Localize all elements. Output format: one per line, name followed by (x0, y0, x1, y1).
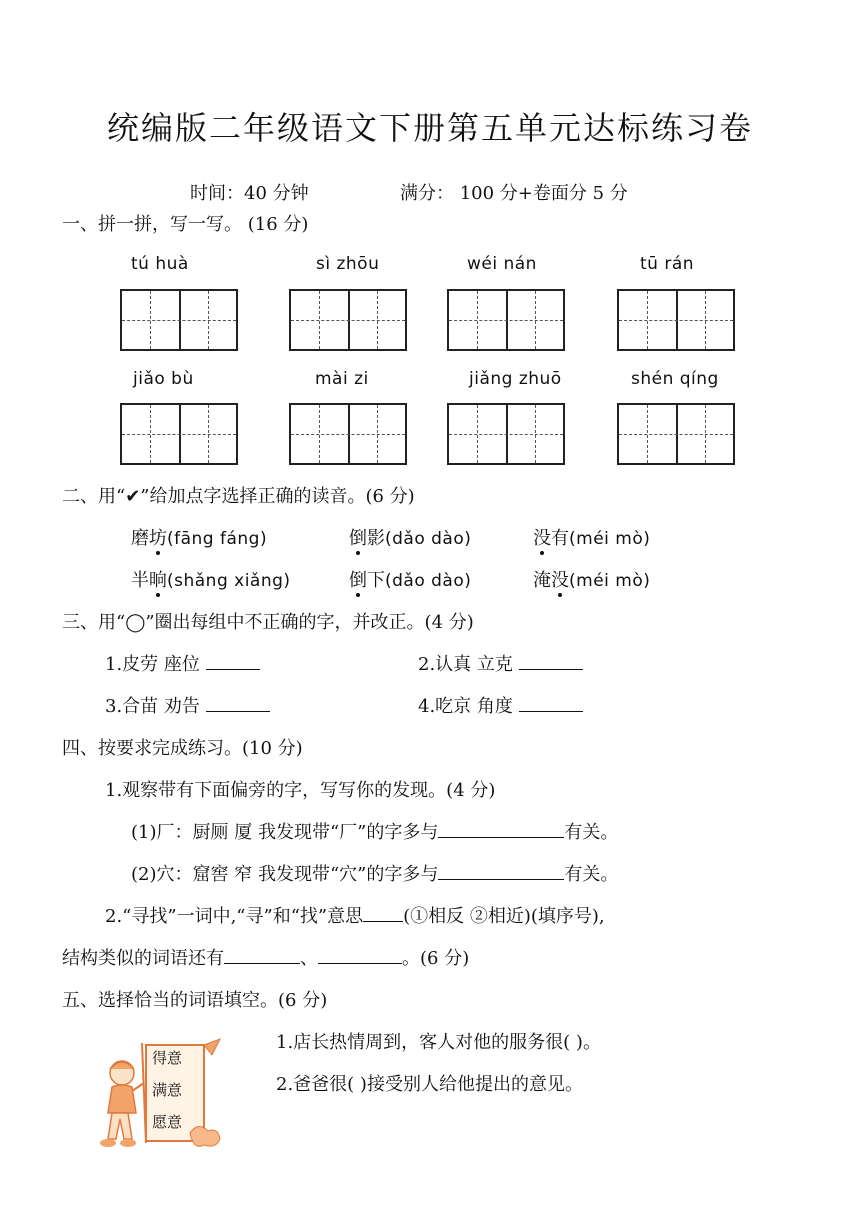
question-4-2-line2 (62, 944, 469, 970)
answer-blank[interactable] (206, 693, 270, 712)
pinyin-8: shén qíng (631, 369, 719, 389)
dotted-char: 倒 (349, 528, 367, 549)
item-text: 有 (551, 528, 569, 549)
item-text: 淹 (533, 570, 551, 591)
question-5-1: 1.店长热情周到，客人对他的服务很( )。 (276, 1032, 601, 1053)
item-text: (1)厂：厨厕 厦 我发现带“厂”的字多与 (131, 822, 439, 843)
writing-grid-5[interactable] (120, 403, 238, 465)
pinyin-3: wéi nán (467, 254, 537, 274)
section-4-heading: 四、按要求完成练习。(10 分) (62, 738, 303, 759)
answer-blank[interactable] (224, 945, 300, 964)
dotted-char: 没 (551, 570, 569, 591)
question-4-2 (105, 902, 605, 928)
item-text: 、 (300, 948, 318, 969)
dotted-char: 倒 (349, 570, 367, 591)
word-card-option-2: 满意 (152, 1081, 183, 1099)
item-text: (2)穴：窟窖 窄 我发现带“穴”的字多与 (131, 864, 439, 885)
answer-blank[interactable] (438, 861, 564, 880)
answer-blank[interactable] (519, 651, 583, 670)
writing-grid-6[interactable] (289, 403, 407, 465)
word-card-option-3: 愿意 (152, 1113, 183, 1131)
pinyin-7: jiǎng zhuō (469, 369, 562, 389)
section-1-heading: 一、拼一拼，写一写。 (16 分) (62, 214, 309, 235)
question-4-1b (131, 860, 618, 886)
pinyin-options[interactable]: (shǎng xiǎng) (167, 571, 291, 591)
pinyin-options[interactable]: (dǎo dào) (385, 529, 472, 549)
reading-item-2[interactable] (349, 524, 471, 550)
item-text: 2.认真 立克 (418, 654, 513, 675)
item-text: 结构类似的词语还有 (62, 948, 224, 969)
item-text: 2.“寻找”一词中,“寻”和“找”意思 (105, 906, 364, 927)
writing-grid-1[interactable] (120, 289, 238, 351)
answer-blank[interactable] (318, 945, 402, 964)
time-limit: 时间：40 分钟 (190, 183, 309, 204)
question-5-2: 2.爸爸很( )接受别人给他提出的意见。 (276, 1074, 583, 1095)
answer-blank[interactable] (363, 903, 403, 922)
item-text: 1.皮劳 座位 (105, 654, 200, 675)
pinyin-options[interactable]: (dǎo dào) (385, 571, 472, 591)
item-text: 影 (367, 528, 385, 549)
answer-blank[interactable] (206, 651, 260, 670)
page-title: 统编版二年级语文下册第五单元达标练习卷 (106, 109, 753, 147)
reading-item-6[interactable] (533, 566, 650, 592)
pinyin-options[interactable]: (méi mò) (569, 571, 651, 591)
section-3-heading: 三、用“◯”圈出每组中不正确的字，并改正。(4 分) (62, 612, 474, 633)
dotted-char: 没 (533, 528, 551, 549)
writing-grid-3[interactable] (447, 289, 565, 351)
pinyin-options[interactable]: (fāng fáng) (167, 529, 268, 549)
item-text: 下 (367, 570, 385, 591)
pinyin-1: tú huà (131, 254, 189, 274)
reading-item-4[interactable] (131, 566, 291, 592)
child-word-card-illustration (98, 1033, 228, 1153)
pinyin-2: sì zhōu (316, 254, 380, 274)
item-text: 。(6 分) (402, 948, 470, 969)
correction-item-1 (105, 650, 260, 676)
word-card-option-1: 得意 (152, 1049, 183, 1067)
pinyin-5: jiǎo bù (133, 369, 194, 389)
question-4-1: 1.观察带有下面偏旁的字，写写你的发现。(4 分) (105, 780, 496, 801)
section-5-heading: 五、选择恰当的词语填空。(6 分) (62, 990, 328, 1011)
pinyin-6: mài zi (315, 369, 369, 389)
answer-blank[interactable] (519, 693, 583, 712)
item-text: 半 (131, 570, 149, 591)
pinyin-options[interactable]: (méi mò) (569, 529, 651, 549)
writing-grid-8[interactable] (617, 403, 735, 465)
full-score: 满分： 100 分+卷面分 5 分 (400, 183, 628, 204)
writing-grid-4[interactable] (617, 289, 735, 351)
pinyin-4: tū rán (640, 254, 695, 274)
reading-item-3[interactable] (533, 524, 650, 550)
item-text: 磨 (131, 528, 149, 549)
correction-item-4 (418, 692, 583, 718)
correction-item-2 (418, 650, 583, 676)
dotted-char: 坊 (149, 528, 167, 549)
answer-blank[interactable] (438, 819, 564, 838)
question-4-1a (131, 818, 618, 844)
item-text: 3.合苗 劝告 (105, 696, 200, 717)
dotted-char: 晌 (149, 570, 167, 591)
item-text: (①相反 ②相近)(填序号), (403, 906, 605, 927)
item-text: 有关。 (564, 864, 619, 885)
reading-item-5[interactable] (349, 566, 471, 592)
section-2-heading: 二、用“✔”给加点字选择正确的读音。(6 分) (62, 486, 415, 507)
item-text: 有关。 (564, 822, 619, 843)
item-text: 4.吃京 角度 (418, 696, 513, 717)
writing-grid-2[interactable] (289, 289, 407, 351)
reading-item-1[interactable] (131, 524, 267, 550)
writing-grid-7[interactable] (447, 403, 565, 465)
correction-item-3 (105, 692, 270, 718)
